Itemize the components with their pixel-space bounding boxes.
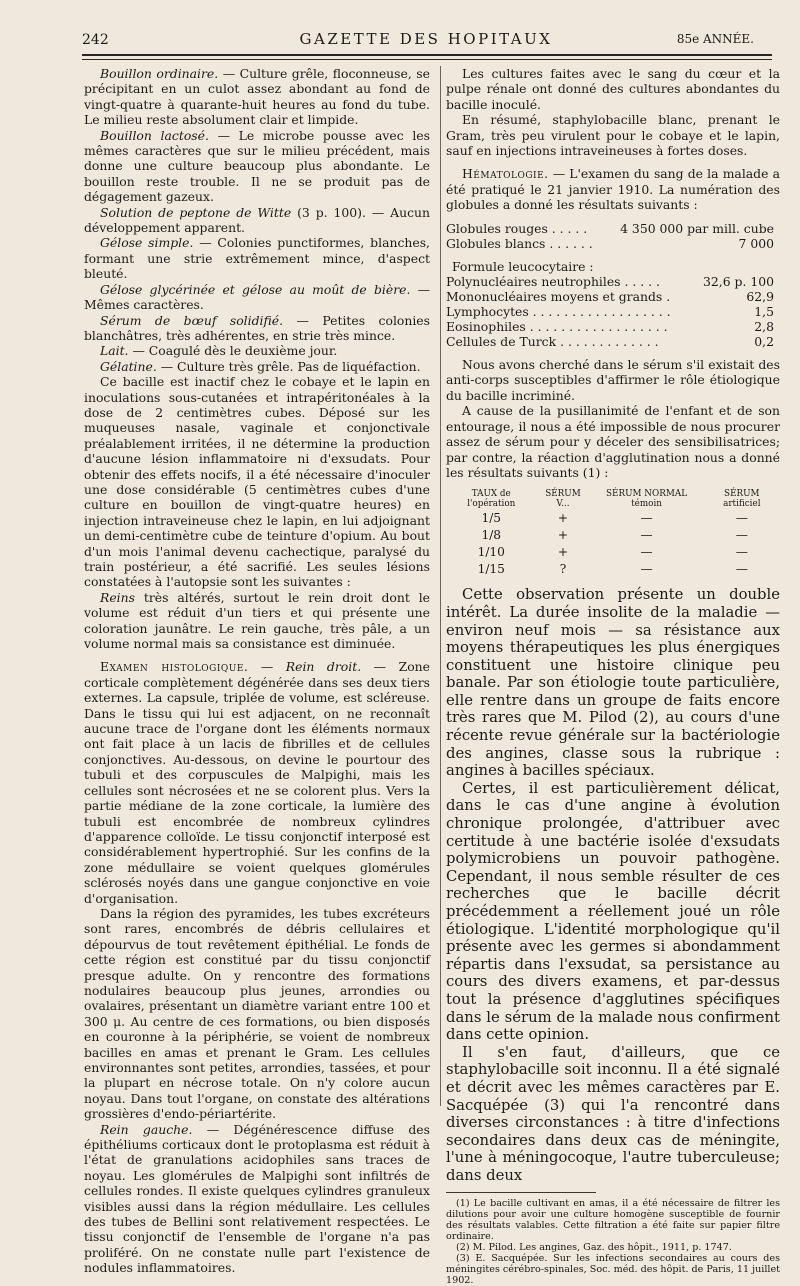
table-row: Eosinophiles . . . . . . . . . . . . . . . . . . 2,8 [446, 319, 774, 335]
formule-table [446, 274, 780, 349]
header-rule-thick [82, 54, 772, 56]
paragraph-rein-gauche: Rein gauche. — Dégénérescence diffuse des épithéliums corticaux dont le protoplasma est réduit à l'état de granulations acidophiles sans traces de noyau. Les glomérules de Malpighi sont infiltrés de cellules rondes. Il existe quelques cylindres granuleux visibles aussi dans la région médullaire. Les cellules des tubes de Bellini sont relativement respectées. Le tissu conjonctif de l'ensemble de l'organe n'a pas proliféré. On ne constate nulle part l'existence de nodules inflammatoires. [84, 1121, 430, 1276]
left-column [84, 66, 430, 1276]
table-row: 1/10 + — — [477, 545, 748, 560]
running-header [76, 30, 776, 52]
paragraph-examen-histologique: Examen histologique. — Rein droit. — Zone corticale complètement dégénérée dans ses deux tiers externes. La capsule, triplée de volume, est scléreuse. Dans le tissu qui lui est adjacent, on ne reconnaît aucune trace de l'organe dont les éléments normaux ont fait place à un lacis de fibrilles et de cellules conjonctives. Au-dessous, on devine le pourtour des tubuli et des corpuscules de Malpighi, mais les cellules sont nécrosées et ne se colorent plus. Vers la partie médiane de la zone corticale, la lumière des tubuli est encombrée de nombreux cylindres d'apparence colloïde. Le tissu conjonctif interposé est considérablement hypertrophié. Sur les confins de la zone médullaire se voient quelques glomérules sclérosés noyés dans une gangue conjonctive en voie d'organisation. [84, 659, 430, 906]
footnote-3: (3) E. Sacquépée. Sur les infections secondaires au cours des méningites cérébro-spinales, Soc. méd. des hôpit. de Paris, 11 juillet 1902. [446, 1252, 780, 1286]
formule-label: Formule leucocytaire : [452, 258, 594, 274]
paragraph-pyramides: Dans la région des pyramides, les tubes excréteurs sont rares, encombrés de débris cellulaires et dépourvus de tout revêtement épithélial. Le fonds de cette région est constitué par du tissu conjonctif presque adulte. On y rencontre des formations nodulaires beaucoup plus jeunes, arrondies ou ovalaires, présentant un diamètre variant entre 100 et 300 μ. Au centre de ces formations, ou bien disposés en couronne à la périphérie, se voient de nombreux bacilles en amas et prenant le Gram. Les cellules environnantes sont petites, arrondies, tassées, et pour la plupart en nécrose totale. On n'y colore aucun noyau. Dans tout l'organe, on constate des altérations grossières d'endo-périartérite. [84, 905, 430, 1122]
table-row: Mononucléaires moyens et grands . 62,9 [446, 289, 774, 305]
paragraph-resume: En résumé, staphylobacille blanc, prenant le Gram, très peu virulent pour le cobaye et le lapin, sauf en injections intraveineuses à fortes doses. [446, 112, 780, 159]
paragraph-double-interet: Cette observation présente un double intérêt. La durée insolite de la maladie — environ neuf mois — sa résistance aux moyens thérapeutiques les plus énergiques constituent une histoire clinique peu banale. Par son étiologie toute particulière, elle rentre dans un groupe de faits encore très rares que M. Pilod (2), au cours d'une récente revue générale sur la bactériologie des angines, classe sous la rubrique : angines à bacilles spéciaux. [446, 586, 780, 780]
paragraph-hematologie: Hématologie. — L'examen du sang de la malade a été pratiqué le 21 janvier 1910. La numération des globules a donné les résultats suivants : [446, 166, 780, 213]
table-row: Polynucléaires neutrophiles . . . . . 32,6 p. 100 [446, 274, 774, 290]
paragraph-bouillon-ordinaire: Bouillon ordinaire. — Culture grêle, floconneuse, se précipitant en un culot assez abondant au fond de vingt-quatre à quarante-huit heures au fond du tube. Le milieu reste absolument clair et limpide. [84, 66, 430, 128]
table-row: Cellules de Turck . . . . . . . . . . . . . 0,2 [446, 334, 774, 350]
paragraph-anticorps: Nous avons cherché dans le sérum s'il existait des anti-corps susceptibles d'affirmer le rôle étiologique du bacille incriminé. [446, 357, 780, 403]
large-type-section [446, 586, 780, 1184]
paragraph-certes: Certes, il est particulièrement délicat, dans le cas d'une angine à évolution chronique prolongée, d'attribuer avec certitude à une bactérie isolée d'exsudats polymicrobiens un pouvoir pathogène. Cependant, il nous semble résulter de ces recherches que le bacille décrit précédemment a réellement joué un rôle étiologique. L'identité morphologique qu'il présente avec les germes si abondamment répartis dans l'exsudat, sa persistance au cours des divers examens, et par-dessus tout la présence d'agglutines spécifiques dans le sérum de la malade nous confirment dans cette opinion. [446, 779, 780, 1044]
table-row: 1/15 ? — — [477, 562, 748, 577]
paragraph-reins: Reins très altérés, surtout le rein droit dont le volume est réduit d'un tiers et qui présente une coloration jaunâtre. Le rein gauche, très pâle, a un volume normal mais sa consistance est diminuée. [84, 589, 430, 652]
footnote-1: (1) Le bacille cultivant en amas, il a été nécessaire de filtrer les dilutions pour avoir une culture homogène susceptible de fournir des résultats valables. Cette filtration a été faite sur papier filtre ordinaire. [446, 1197, 780, 1242]
table-header-row: TAUX de l'opération SÉRUM V... SÉRUM NORMAL témoin SÉRUM artificiel [467, 489, 761, 510]
page-number: 242 [82, 32, 109, 48]
paragraph-staphylobacille: Il s'en faut, d'ailleurs, que ce staphylobacille soit inconnu. Il a été signalé et décrit avec les mêmes caractères par E. Sacquépée (3) qui l'a rencontré dans diverses circonstances : à titre d'infections secondaires dans deux cas de méningite, l'une à méningocoque, l'autre tuberculeuse; dans deux [446, 1043, 780, 1184]
paragraph-peptone: Solution de peptone de Witte (3 p. 100). — Aucun développement apparent. [84, 204, 430, 236]
footnote-rule [446, 1192, 596, 1193]
footnote-2: (2) M. Pilod. Les angines, Gaz. des hôpit., 1911, p. 1747. [456, 1241, 732, 1253]
table-row: 1/5 + — — [481, 511, 748, 526]
table-row: 1/8 + — — [481, 528, 748, 543]
table-row: Lymphocytes . . . . . . . . . . . . . . . . . . 1,5 [446, 304, 774, 320]
paragraph-gelose-simple: Gélose simple. — Colonies punctiformes, blanches, formant une strie extrêmement mince, d'aspect bleuté. [84, 235, 430, 282]
header-rule-thin [82, 59, 772, 60]
paragraph-inoculation: Ce bacille est inactif chez le cobaye et le lapin en inoculations sous-cutanées et intrapéritonéales à la dose de 2 centimètres cubes. Déposé sur les muqueuses nasale, vaginale et conjonctivale préalablement irritées, il ne détermine la production d'aucune lésion inflammatoire ni d'exsudats. Pour obtenir des effets nocifs, il a été nécessaire d'inoculer une dose considérable (5 centimètres cubes d'une culture en bouillon de vingt-quatre heures) en injection intraveineuse chez le lapin, en lui adjoignant un demi-centimètre cube de teinture d'opium. Au bout d'un mois l'animal devenu cachectique, paralysé du train postérieur, a été sacrifié. Les seules lésions constatées à l'autopsie sont les suivantes : [84, 374, 430, 590]
paragraph-lait: Lait. — Coagulé dès le deuxième jour. [100, 343, 338, 359]
globules-table [446, 221, 780, 251]
table-row: Globules blancs . . . . . . 7 000 [446, 235, 774, 251]
paragraph-gelatine: Gélatine. — Culture très grêle. Pas de liquéfaction. [100, 358, 421, 374]
table-row: Globules rouges . . . . . 4 350 000 par mill. cube [446, 220, 774, 236]
paragraph-bouillon-lactose: Bouillon lactosé. — Le microbe pousse avec les mêmes caractères que sur le milieu précédent, mais donne une culture beaucoup plus abondante. Le bouillon reste trouble. Il ne se produit pas de dégagement gazeux. [84, 127, 430, 205]
year-label: 85e ANNÉE. [676, 32, 754, 46]
paragraph-serum-boeuf: Sérum de bœuf solidifié. — Petites colonies blanchâtres, très adhérentes, en strie très mince. [84, 312, 430, 343]
paragraph-gelose-glycerinee: Gélose glycérinée et gélose au moût de bière. — Mêmes caractères. [84, 281, 430, 313]
right-column [446, 66, 780, 1286]
column-divider [440, 66, 441, 1106]
journal-title: GAZETTE DES HOPITAUX [299, 30, 553, 48]
paragraph-agglutination: A cause de la pusillanimité de l'enfant et de son entourage, il nous a été impossible de nous procurer assez de sérum pour y déceler des sensibilisatrices; par contre, la réaction d'agglutination nous a donné les résultats suivants (1) : [446, 403, 780, 480]
paragraph-cultures-sang: Les cultures faites avec le sang du cœur et la pulpe rénale ont donné des cultures abondantes du bacille inoculé. [446, 66, 780, 112]
agglutination-table [446, 488, 780, 578]
